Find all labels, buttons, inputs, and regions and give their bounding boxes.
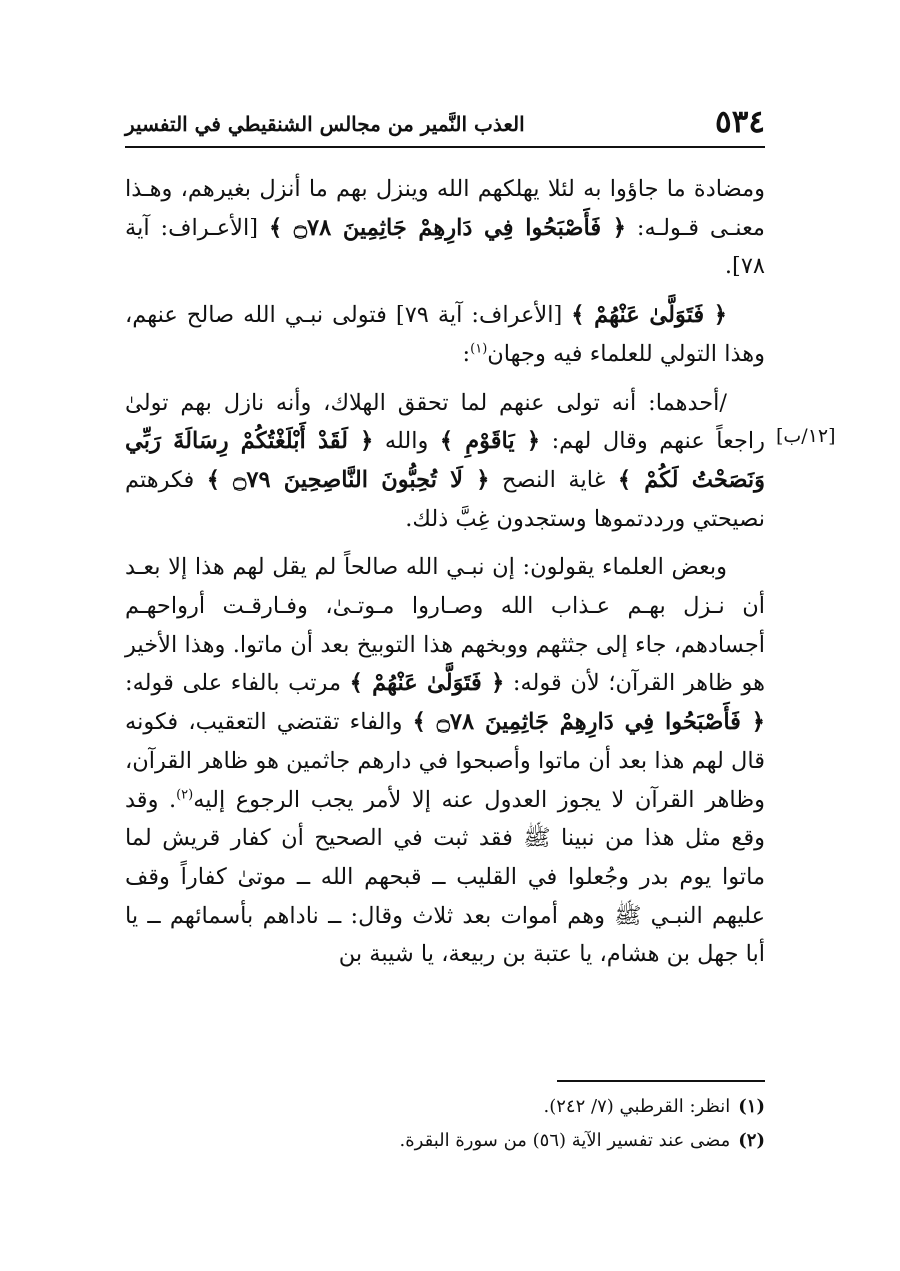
running-title: العذب النَّمير من مجالس الشنقيطي في التفسير	[125, 112, 525, 136]
text-segment: [الأعـراف: آية ٧٨].	[125, 214, 765, 280]
quran-verse: ﴿ فَتَوَلَّىٰ عَنْهُمْ ﴾	[349, 670, 505, 697]
quran-verse: ﴿ فَأَصْبَحُوا فِي دَارِهِمْ جَاثِمِينَ ۝٧٨ ﴾	[412, 709, 765, 736]
quran-verse: ﴿ لَا تُحِبُّونَ النَّاصِحِينَ ۝٧٩ ﴾	[206, 466, 490, 493]
footnote-text: انظر: القرطبي (٧/ ٢٤٢).	[543, 1096, 731, 1117]
page-header	[125, 100, 765, 148]
main-text	[125, 170, 765, 974]
text-segment: ومضادة ما جاؤوا به لئلا يهلكهم الله وينزل بهم ما أنزل بغيرهم، وهـذا معنـى قـولـه:	[125, 176, 765, 241]
text-segment: . وقد وقع مثل هذا من نبينا ﷺ فقد ثبت في الصحيح أن كفار قريش لما ماتوا يوم بدر وجُعلوا في القليب ــ قبحهم الله ــ موتىٰ كفاراً وقف عليهم النبـي ﷺ وهم أموات بعد ثلاث وقال: ــ ناداهم بأسمائهم ــ يا أبا جهل بن هشام، يا عتبة بن ربيعة، يا شيبة بن	[125, 786, 765, 968]
footnote-number: (٢)	[738, 1130, 765, 1151]
text-segment: :	[462, 340, 471, 367]
footnote-ref-1[interactable]: (١)	[470, 341, 488, 357]
paragraph-1	[125, 170, 765, 286]
footnotes	[125, 1090, 765, 1158]
text-segment: فكرهتم نصيحتي ورددتموها وستجدون غِبَّ ذلك.	[125, 466, 765, 532]
footnote-separator	[557, 1080, 765, 1082]
quran-verse: ﴿ فَتَوَلَّىٰ عَنْهُمْ ﴾	[571, 302, 727, 329]
footnote-ref-2[interactable]: (٢)	[176, 787, 194, 803]
footnote-text: مضى عند تفسير الآية (٥٦) من سورة البقرة.	[399, 1130, 731, 1151]
text-segment: والله	[373, 428, 440, 455]
quran-verse: ﴿ لَقَدْ أَبْلَغْتُكُمْ رِسَالَةَ رَبِّي وَنَصَحْتُ لَكُمْ ﴾	[125, 428, 765, 493]
paragraph-2	[125, 296, 765, 373]
manuscript-folio-marker: [١٢/ب]	[776, 425, 836, 447]
footnote-1	[125, 1090, 765, 1124]
paragraph-4	[125, 548, 765, 974]
text-segment: غاية النصح	[489, 466, 618, 493]
footnote-2	[125, 1124, 765, 1158]
text-segment: [الأعراف: آية ٧٩] فتولى نبـي الله صالح عنهم، وهذا التولي للعلماء فيه وجهان	[125, 302, 765, 367]
text-segment: وبعض العلماء يقولون: إن نبـي الله صالحاً لم يقل لهم هذا إلا بعـد أن نـزل بهـم عـذاب الله وصـاروا مـوتـىٰ، وفـارقـت أرواحهـم أجسادهم، جاء إلى جثثهم ووبخهم هذا التوبيخ بعد أن ماتوا. وهذا الأخير هو ظاهر القرآن؛ لأن قوله:	[125, 554, 765, 697]
quran-verse: ﴿ فَأَصْبَحُوا فِي دَارِهِمْ جَاثِمِينَ ۝٧٨ ﴾	[268, 214, 626, 241]
text-segment: /أحدهما: أنه تولى عنهم لما تحقق الهلاك، وأنه نازل بهم تولىٰ راجعاً عنهم وقال لهم:	[125, 389, 765, 455]
page-number: ٥٣٤	[715, 104, 765, 140]
footnote-number: (١)	[738, 1096, 765, 1117]
text-segment: مرتب بالفاء على قوله:	[125, 670, 350, 697]
paragraph-3	[125, 384, 765, 539]
quran-verse: ﴿ يَاقَوْمِ ﴾	[439, 428, 541, 455]
text-segment: والفاء تقتضي التعقيب، فكونه قال لهم هذا بعد أن ماتوا وأصبحوا في دارهم جاثمين هو ظاهر القرآن، وظاهر القرآن لا يجوز العدول عنه إلا لأمر يجب الرجوع إليه	[125, 709, 765, 813]
